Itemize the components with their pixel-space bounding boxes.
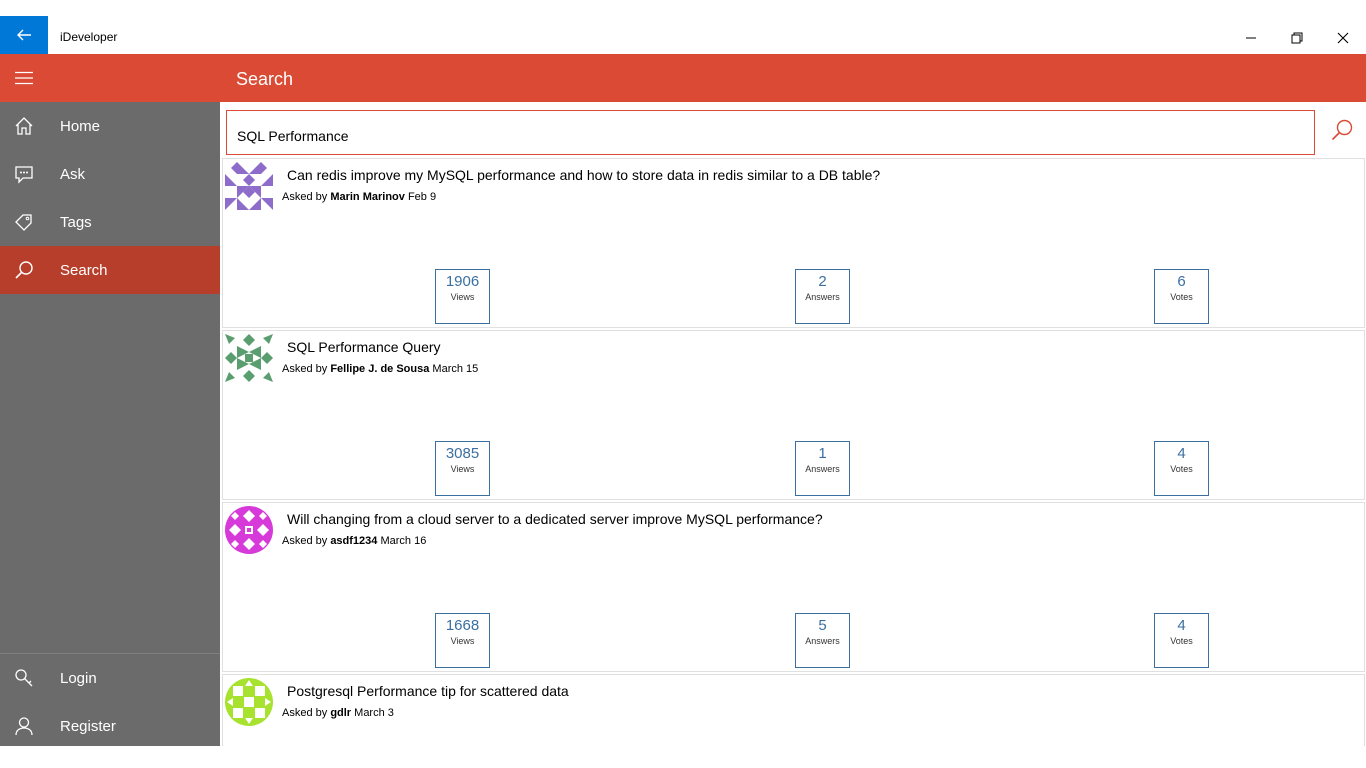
asked-by [282,707,394,719]
page-title: Search [236,69,294,89]
asked-by-label: Asked by [282,191,328,203]
answers-box [795,441,850,496]
person-icon [14,716,34,736]
votes-label: Votes [1170,292,1193,302]
home-icon [14,116,34,136]
question-card[interactable] [222,502,1365,672]
asked-by-label: Asked by [282,363,328,375]
views-box [435,269,490,324]
answers-count: 5 [818,617,827,634]
answers-count: 2 [818,273,827,290]
question-card[interactable] [222,674,1365,746]
answers-label: Answers [805,636,840,646]
votes-box [1154,269,1209,324]
votes-box [1154,441,1209,496]
results-list [220,158,1366,746]
question-title[interactable]: Postgresql Performance tip for scattered data [287,683,569,699]
views-box [435,441,490,496]
sidebar-item-label: Register [60,717,116,735]
asked-date: March 16 [380,535,427,547]
restore-button[interactable] [1274,24,1320,52]
avatar [225,334,273,382]
question-title[interactable]: Will changing from a cloud server to a dedicated server improve MySQL performance? [287,511,823,527]
avatar [225,678,273,726]
restore-icon [1291,32,1303,44]
search-box [226,110,1315,155]
arrow-left-icon [16,27,32,43]
views-label: Views [450,292,475,302]
hamburger-button[interactable] [0,54,48,102]
app-title: iDeveloper [60,30,118,44]
question-title[interactable]: SQL Performance Query [287,339,441,355]
sidebar-item-home[interactable] [0,102,220,150]
app-header [0,54,1366,102]
views-box [435,613,490,668]
author-name: gdlr [330,707,352,719]
sidebar-item-register[interactable] [0,702,220,750]
answers-label: Answers [805,464,840,474]
search-icon [1330,118,1354,142]
sidebar [0,102,220,746]
views-label: Views [450,464,475,474]
views-count: 3085 [445,445,480,462]
sidebar-item-label: Tags [60,213,92,231]
question-card[interactable] [222,330,1365,500]
asked-by-label: Asked by [282,707,328,719]
asked-by-label: Asked by [282,535,328,547]
views-label: Views [450,636,475,646]
minimize-icon [1245,32,1257,44]
votes-label: Votes [1170,464,1193,474]
votes-count: 4 [1177,445,1186,462]
question-title[interactable]: Can redis improve my MySQL performance and how to store data in redis similar to a DB table? [287,167,881,183]
answers-box [795,269,850,324]
sidebar-item-label: Ask [60,165,86,183]
votes-box [1154,613,1209,668]
sidebar-item-search[interactable] [0,246,220,294]
author-name: Marin Marinov [330,191,405,203]
sidebar-item-label: Search [60,261,108,279]
sidebar-item-ask[interactable] [0,150,220,198]
votes-label: Votes [1170,636,1193,646]
views-count: 1906 [445,273,480,290]
views-count: 1668 [445,617,480,634]
avatar [225,162,273,210]
author-name: asdf1234 [330,535,378,547]
question-card[interactable] [222,158,1365,328]
close-button[interactable] [1320,24,1366,52]
key-icon [14,668,34,688]
search-button[interactable] [1326,114,1358,146]
sidebar-item-login[interactable] [0,654,220,702]
asked-by [282,535,426,547]
asked-by [282,191,436,203]
hamburger-icon [15,71,33,85]
avatar [225,506,273,554]
asked-date: March 15 [432,363,479,375]
chat-icon [14,164,34,184]
answers-count: 1 [818,445,827,462]
votes-count: 4 [1177,617,1186,634]
author-name: Fellipe J. de Sousa [330,363,430,375]
bottom-strip [0,746,1366,768]
sidebar-item-label: Home [60,117,101,135]
back-button[interactable] [0,16,48,54]
asked-date: Feb 9 [407,191,437,203]
votes-count: 6 [1177,273,1186,290]
answers-box [795,613,850,668]
tag-icon [14,212,34,232]
search-icon [14,260,34,280]
title-bar [0,0,1366,54]
sidebar-item-tags[interactable] [0,198,220,246]
close-icon [1337,32,1349,44]
minimize-button[interactable] [1228,24,1274,52]
search-input[interactable] [227,111,1314,154]
asked-by [282,363,478,375]
sidebar-item-label: Login [60,669,97,687]
asked-date: March 3 [354,707,394,719]
answers-label: Answers [805,292,840,302]
